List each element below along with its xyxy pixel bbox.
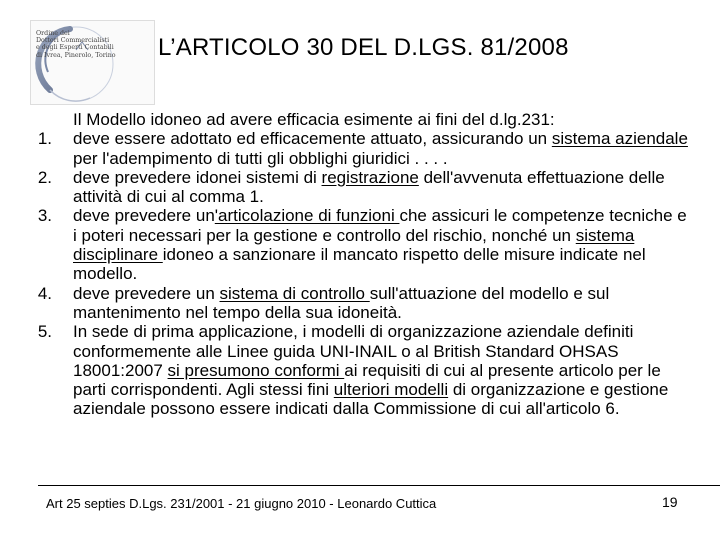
list-item bbox=[34, 168, 694, 207]
underlined-term: 'articolazione di funzioni bbox=[214, 206, 400, 226]
item-text: deve prevedere un bbox=[73, 283, 220, 303]
item-text: che assicuri le competenze tecniche e i poteri necessari per la gestione e controllo del rischio, nonché un bbox=[73, 206, 687, 245]
logo-caption bbox=[36, 30, 116, 59]
item-number: 2. bbox=[37, 167, 52, 187]
item-text: dell'avvenuta effettuazione delle attività di cui al comma 1. bbox=[73, 167, 665, 207]
slide-title: L’ARTICOLO 30 DEL D.LGS. 81/2008 bbox=[158, 34, 569, 61]
item-text: deve prevedere un bbox=[73, 206, 215, 226]
logo-line: di Ivrea, Pinerolo, Torino bbox=[36, 51, 116, 59]
list-item bbox=[34, 129, 694, 168]
item-text: ai requisiti di cui al presente articolo per le parti corrispondenti. Agli stessi fini bbox=[73, 360, 661, 400]
logo-line: e degli Esperti Contabili bbox=[36, 44, 114, 52]
item-text: idoneo a sanzionare il mancato rispetto delle misure indicate nel modello. bbox=[73, 245, 646, 284]
item-text: deve prevedere idonei sistemi di bbox=[73, 167, 322, 187]
underlined-term: registrazione bbox=[321, 167, 419, 187]
item-text: per l'adempimento di tutti gli obblighi giuridici . . . . bbox=[73, 148, 448, 168]
underlined-term: sistema disciplinare bbox=[73, 225, 635, 265]
page-number: 19 bbox=[662, 494, 678, 510]
logo-line: Ordine dei bbox=[36, 30, 70, 37]
item-text: di organizzazione e gestione aziendale possono essere indicati dalla Commissione di cui all'articolo 6. bbox=[73, 380, 669, 419]
item-number: 3. bbox=[37, 206, 52, 226]
item-text: deve essere adottato ed efficacemente attuato, assicurando un bbox=[73, 129, 552, 149]
item-number: 5. bbox=[37, 322, 52, 342]
underlined-term: si presumono conformi bbox=[167, 360, 345, 380]
slide-body bbox=[34, 110, 694, 419]
underlined-term: sistema aziendale bbox=[551, 129, 688, 149]
list-item bbox=[34, 206, 694, 283]
list-item bbox=[34, 322, 694, 418]
underlined-term: sistema di controllo bbox=[219, 283, 370, 303]
footer-divider bbox=[38, 485, 720, 486]
item-number: 1. bbox=[37, 129, 52, 149]
item-text: In sede di prima applicazione, i modelli di organizzazione aziendale definiti conformemente alle Linee guida UNI-INAIL o al British Standard OHSAS 18001:2007 bbox=[73, 322, 634, 380]
footer-text: Art 25 septies D.Lgs. 231/2001 - 21 giugno 2010 - Leonardo Cuttica bbox=[46, 496, 437, 511]
logo-line: Dottori Commercialisti bbox=[36, 37, 110, 45]
list-item bbox=[34, 284, 694, 323]
intro-text: Il Modello idoneo ad avere efficacia esimente ai fini del d.lg.231: bbox=[73, 110, 555, 129]
requirements-list bbox=[34, 129, 694, 418]
underlined-term: ulteriori modelli bbox=[333, 380, 449, 400]
item-text: sull'attuazione del modello e sul mantenimento nel tempo della sua idoneità. bbox=[73, 283, 610, 322]
item-number: 4. bbox=[37, 283, 52, 303]
